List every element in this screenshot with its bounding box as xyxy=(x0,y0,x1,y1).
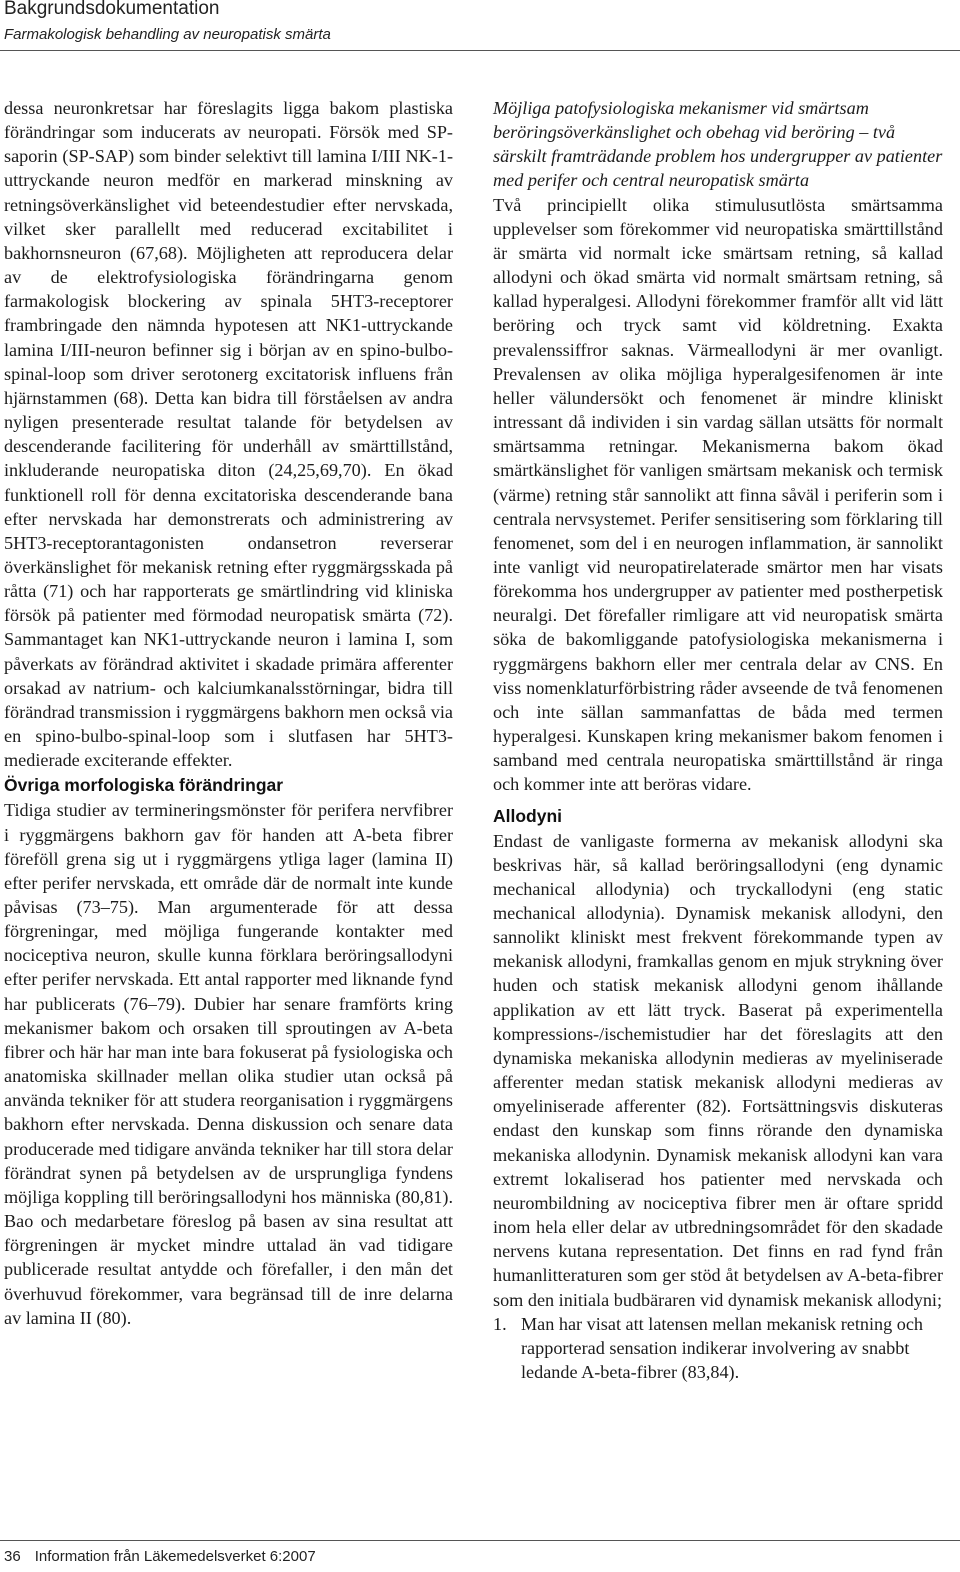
list-item xyxy=(493,1312,943,1384)
body-paragraph: Två principiellt olika stimulusutlösta smärtsamma upplevelser som förekommer vid neuropatiska smärttillstånd är smärta vid normalt icke smärtsam retning, så kallad allodyni och ökad smärta vid normalt smärtsam retning, så kallad hyperalgesi. Allodyni förekommer framför allt vid lätt beröring och tryck samt vid köldretning. Exakta prevalenssiffror saknas. Värmeallodyni är mer ovanligt. Prevalensen av olika möjliga hyperalgesifenomen är inte heller välundersökt och fenomenet är mindre kliniskt intressant då individen i sin vardag sällan utsätts för normalt smärtsamma retningar. Mekanismerna bakom ökad smärtkänslighet för vanligen smärtsam mekanisk och termisk (värme) retning står sannolikt att finna såväl i periferin som i centrala nervsystemet. Perifer sensitisering som förklaring till fenomenet, som del i en neurogen inflammation, är sannolikt inte vanligt vid neuropatirelaterade smärtor men har visats förekomma hos undergrupper av patienter med postherpetisk neuralgi. Det förefaller rimligare att vid neuropatisk smärta söka de bakomliggande patofysiologiska mekanismerna i ryggmärgens bakhorn eller mer centrala delar av CNS. En viss nomenklaturförbistring råder avseende de två fenomenen och inte sällan sammanfattas de båda med termen hyperalgesi. Kunskapen kring mekanismer bakom fenomen i samband med centrala neuropatiska smärttillstånd är ringa och kommer inte att beröras vidare. xyxy=(493,194,943,795)
body-paragraph: Tidiga studier av termineringsmönster för perifera nervfibrer i ryggmärgens bakhorn gav för handen att A-beta fibrer föreföll grena sig ut i ryggmärgens ytliga lager (lamina II) efter perifer nervskada, ett område där de normalt inte kunde påvisas (73–75). Man argumenterade för att dessa förgreningar, med möjliga fungerande kontakter med nociceptiva neuron, skulle kunna förklara beröringsallodyni efter perifer nervskada. Ett antal rapporter med liknande fynd har publicerats (76–79). Dubier har senare framförts kring mekanismer bakom och orsaken till sproutingen av A-beta fibrer och här har man inte bara fokuserat på fysiologiska och anatomiska skillnader mellan olika studier utan också på använda tekniker för att studera reorganisation i ryggmärgens bakhorn efter nervskada. Denna diskussion och senare data producerade med tidigare använda tekniker har till stora delar förändrat synen på betydelsen av de ursprungliga fyndens möjliga koppling till beröringsallodyni hos människa (80,81). Bao och medarbetare föreslog på basen av sina resultat att förgreningen är mycket mindre uttalad än vad tidigare publicerade resultat antydde och förefaller, i den mån det överhuvud förekommer, vara begränsad till de inre delarna av lamina II (80). xyxy=(4,800,453,1328)
section-heading: Allodyni xyxy=(493,805,563,826)
body-paragraph: Endast de vanligaste formerna av mekanisk allodyni ska beskrivas här, så kallad beröringsallodyni (eng dynamic mechanical allodynia) och tryckallodyni (eng static mechanical allodynia). Dynamisk mekanisk allodyni, den sannolikt kliniskt mest frekvent förekommande typen av mekanisk allodyni, framkallas genom en mjuk strykning över huden och statisk mekanisk allodyni genom ihållande applikation av ett lätt tryck. Baserat på experimentella kompressions-/ischemistudier har det föreslagits att den dynamiska mekaniska allodynin medieras av myeliniserade afferenter medan statisk mekanisk allodyni medieras av omyeliniserade afferenter (82). Fortsättningsvis diskuteras endast den kunskap som finns rörande den dynamiska mekaniska allodynin. Dynamisk mekanisk allodyni kan vara extremt lokaliserad hos patienter med nervskada och neurombildning av nociceptiva fibrer men är oftare spridd inom hela eller delar av utbredningsområdet för den skadade nervens kutana representation. Det finns en rad fynd från humanlitteraturen som ger stöd åt betydelsen av A-beta-fibrer som den initiala budbäraren vid dynamisk mekanisk allodyni; xyxy=(493,830,943,1310)
right-column xyxy=(493,96,943,1384)
italic-subheading: Möjliga patofysiologiska mekanismer vid smärtsam beröringsöverkänslighet och obehag vid beröring – två särskilt framträdande problem hos undergrupper av patienter med perifer och central neuropatisk smärta xyxy=(493,98,943,191)
list-item-text: Man har visat att latensen mellan mekanisk retning och rapporterad sensation indikerar involvering av snabbt ledande A-beta-fibrer (83,84). xyxy=(521,1313,924,1382)
section-heading: Övriga morfologiska förändringar xyxy=(4,775,284,796)
header-divider xyxy=(0,50,960,51)
body-paragraph: dessa neuronkretsar har föreslagits ligga bakom plastiska förändringar som inducerats av neuropati. Försök med SP-saporin (SP-SAP) som binder selektivt till lamina I/III NK-1-uttryckande neuron medför en markerad minskning av retningsöverkänslighet vid beteendestudier efter nervskada, vilket sker parallellt med reducerad excitabilitet i bakhornsneuron (67,68). Möjligheten att reproducera delar av de elektrofysiologiska förändringarna genom farmakologisk blockering av spinala 5HT3-receptorer frambringade den nämnda hypotesen att NK1-uttryckande lamina I/III-neuron befinner sig i början av en spino-bulbo-spinal-loop som driver serotonerg excitatorisk influens från hjärnstammen (68). Detta kan bidra till förståelsen av andra nyligen presenterade resultat talande för betydelsen av descenderande facilitering för underhåll av smärttillstånd, inkluderande neuropatiska diton (24,25,69,70). En ökad funktionell roll för denna excitatoriska descenderande bana efter nervskada har demonstrerats och administrering av 5HT3-receptorantagonisten ondansetron reverserar överkänslighet för mekanisk retning efter ryggmärgsskada på råtta (71) och har rapporterats ge smärtlindring vid kliniska försök på patienter med förmodad neuropatisk smärta (72). Sammantaget kan NK1-uttryckande neuron i lamina I, som påverkats av förändrad aktivitet i skadade primära afferenter orsakad av natrium- och kalciumkanalsstörningar, bidra till förändrad transmission i ryggmärgens bakhorn men också via en spino-bulbo-spinal-loop som i slutfasen har 5HT3-medierade exciterande effekter. xyxy=(4,98,453,771)
document-title: Bakgrundsdokumentation xyxy=(4,0,220,19)
left-column xyxy=(4,96,453,1330)
publication-name: Information från Läkemedelsverket 6:2007 xyxy=(34,1548,316,1565)
footer-divider xyxy=(0,1540,960,1541)
page-number: 36 xyxy=(4,1548,21,1565)
list-item-number: 1. xyxy=(493,1313,507,1334)
page-footer xyxy=(4,1548,316,1565)
document-subtitle: Farmakologisk behandling av neuropatisk smärta xyxy=(4,26,331,43)
